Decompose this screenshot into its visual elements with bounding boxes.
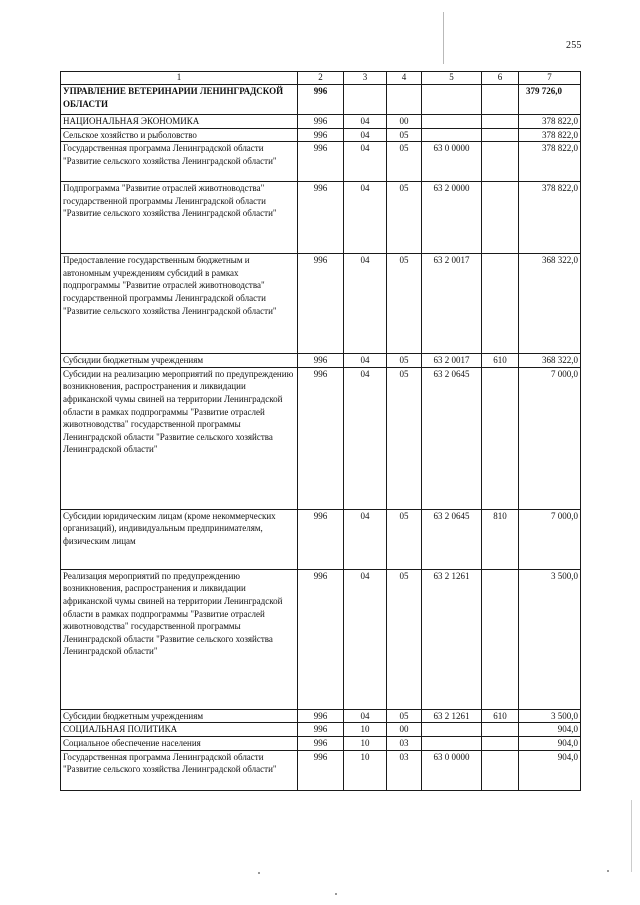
header-cell: 2 [298,72,344,85]
row-expense-type [482,182,519,254]
row-ved: 996 [298,569,344,709]
table-row [61,354,581,368]
row-name: СОЦИАЛЬНАЯ ПОЛИТИКА [61,723,298,737]
row-ved: 996 [298,85,344,115]
row-name: Субсидии на реализацию мероприятий по предупреждению возникновения, распространения и ликвидации африканской чумы свиней на территории Ленинградской области в рамках подпрограммы "Развитие отраслей животноводства" государственной программы Ленинградской области "Развитие сельского хозяйства Ленинградской области" [61,367,298,509]
row-subsection: 05 [387,709,422,723]
table-row [61,367,581,509]
header-cell: 5 [422,72,482,85]
header-cell: 3 [344,72,387,85]
table-row [61,85,581,115]
row-expense-type: 810 [482,509,519,569]
row-name: Государственная программа Ленинградской области "Развитие сельского хозяйства Ленинградской области" [61,142,298,182]
header-cell: 7 [519,72,581,85]
row-section: 04 [344,128,387,142]
row-target-article: 63 2 1261 [422,709,482,723]
scan-artifact-dot [258,872,260,874]
row-section: 10 [344,750,387,790]
row-ved: 996 [298,115,344,129]
row-amount: 7 000,0 [519,367,581,509]
row-target-article: 63 2 0017 [422,354,482,368]
row-section: 04 [344,182,387,254]
row-amount: 3 500,0 [519,569,581,709]
scan-artifact-line [443,12,444,64]
row-subsection: 05 [387,569,422,709]
row-target-article: 63 2 0645 [422,367,482,509]
header-cell: 1 [61,72,298,85]
row-target-article [422,128,482,142]
row-amount: 7 000,0 [519,509,581,569]
row-section: 04 [344,367,387,509]
row-subsection: 05 [387,367,422,509]
row-ved: 996 [298,723,344,737]
row-target-article: 63 0 0000 [422,142,482,182]
row-expense-type [482,128,519,142]
row-target-article: 63 2 0645 [422,509,482,569]
row-expense-type [482,569,519,709]
row-subsection: 05 [387,142,422,182]
row-subsection: 05 [387,509,422,569]
row-ved: 996 [298,509,344,569]
row-amount: 904,0 [519,723,581,737]
row-ved: 996 [298,128,344,142]
row-subsection: 05 [387,182,422,254]
row-ved: 996 [298,736,344,750]
header-cell: 6 [482,72,519,85]
table-row [61,142,581,182]
row-section: 04 [344,509,387,569]
row-amount: 368 322,0 [519,354,581,368]
row-target-article [422,115,482,129]
row-section: 04 [344,115,387,129]
row-expense-type [482,85,519,115]
row-subsection: 00 [387,115,422,129]
row-section: 04 [344,254,387,354]
row-target-article: 63 2 1261 [422,569,482,709]
row-subsection: 03 [387,736,422,750]
row-section: 04 [344,142,387,182]
scan-artifact-dot [335,893,337,895]
page-number: 255 [566,40,582,51]
table-row [61,723,581,737]
row-amount: 904,0 [519,750,581,790]
row-target-article: 63 0 0000 [422,750,482,790]
row-section [344,85,387,115]
row-section: 10 [344,723,387,737]
row-expense-type [482,115,519,129]
row-ved: 996 [298,254,344,354]
row-amount: 904,0 [519,736,581,750]
row-ved: 996 [298,354,344,368]
row-name: УПРАВЛЕНИЕ ВЕТЕРИНАРИИ ЛЕНИНГРАДСКОЙ ОБЛАСТИ [61,85,298,115]
scan-artifact-dot [607,870,609,872]
table-row [61,115,581,129]
table-row [61,709,581,723]
table-row [61,569,581,709]
row-name: Субсидии бюджетным учреждениям [61,709,298,723]
row-expense-type [482,723,519,737]
row-name: Реализация мероприятий по предупреждению возникновения, распространения и ликвидации африканской чумы свиней на территории Ленинградской области в рамках подпрограммы "Развитие отраслей животноводства" государственной программы Ленинградской области "Развитие сельского хозяйства Ленинградской области" [61,569,298,709]
row-amount: 378 822,0 [519,115,581,129]
row-name: Предоставление государственным бюджетным и автономным учреждениям субсидий в рамках подпрограммы "Развитие отраслей животноводства" государственной программы Ленинградской области "Развитие сельского хозяйства Ленинградской области" [61,254,298,354]
row-expense-type [482,142,519,182]
table-header-row [61,72,581,85]
row-subsection [387,85,422,115]
table-row [61,509,581,569]
row-subsection: 05 [387,354,422,368]
row-subsection: 00 [387,723,422,737]
row-expense-type [482,750,519,790]
row-section: 10 [344,736,387,750]
row-amount: 368 322,0 [519,254,581,354]
row-name: Субсидии бюджетным учреждениям [61,354,298,368]
header-cell: 4 [387,72,422,85]
table-row [61,128,581,142]
row-expense-type [482,736,519,750]
row-section: 04 [344,709,387,723]
row-ved: 996 [298,182,344,254]
row-ved: 996 [298,142,344,182]
scan-artifact-line [631,800,632,872]
row-amount: 378 822,0 [519,182,581,254]
row-ved: 996 [298,709,344,723]
row-expense-type: 610 [482,709,519,723]
row-subsection: 05 [387,254,422,354]
row-amount: 378 822,0 [519,128,581,142]
row-target-article: 63 2 0000 [422,182,482,254]
table-row [61,254,581,354]
row-section: 04 [344,354,387,368]
row-target-article [422,736,482,750]
table-row [61,182,581,254]
row-amount: 3 500,0 [519,709,581,723]
row-target-article [422,723,482,737]
table-row [61,736,581,750]
row-expense-type [482,367,519,509]
row-amount: 379 726,0 [519,85,581,115]
row-ved: 996 [298,367,344,509]
row-name: Подпрограмма "Развитие отраслей животноводства" государственной программы Ленинградской области "Развитие сельского хозяйства Ленинградской области" [61,182,298,254]
row-expense-type: 610 [482,354,519,368]
row-target-article [422,85,482,115]
row-subsection: 03 [387,750,422,790]
row-name: Государственная программа Ленинградской области "Развитие сельского хозяйства Ленинградской области" [61,750,298,790]
table-row [61,750,581,790]
row-name: Сельское хозяйство и рыболовство [61,128,298,142]
row-ved: 996 [298,750,344,790]
row-expense-type [482,254,519,354]
row-amount: 378 822,0 [519,142,581,182]
row-name: Субсидии юридическим лицам (кроме некоммерческих организаций), индивидуальным предпринимателям, физическим лицам [61,509,298,569]
row-section: 04 [344,569,387,709]
row-target-article: 63 2 0017 [422,254,482,354]
budget-table [60,71,581,791]
row-subsection: 05 [387,128,422,142]
row-name: НАЦИОНАЛЬНАЯ ЭКОНОМИКА [61,115,298,129]
row-name: Социальное обеспечение населения [61,736,298,750]
